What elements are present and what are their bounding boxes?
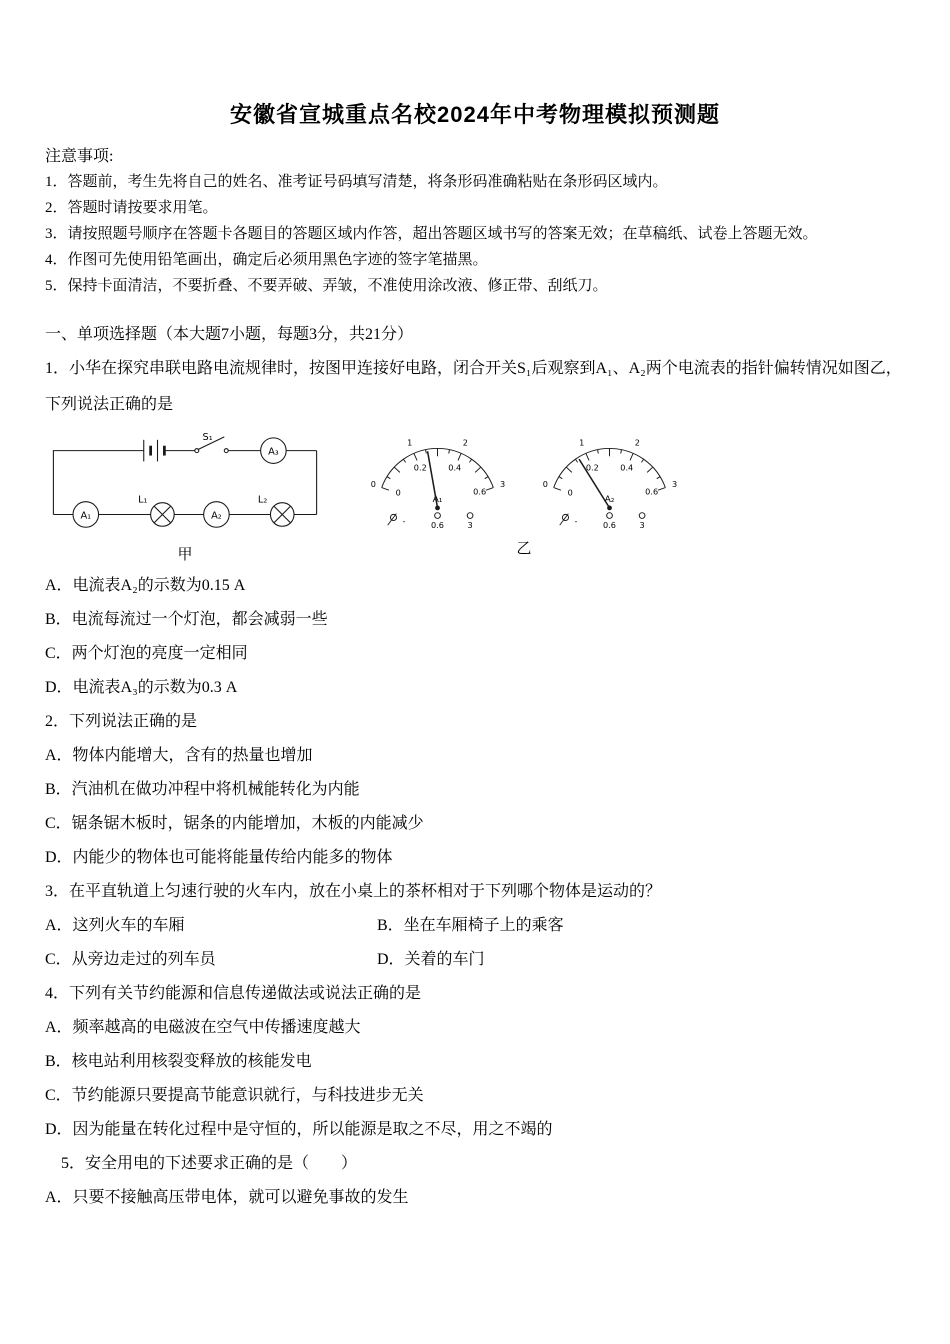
question-1-figure: [45, 431, 905, 564]
wires: [53, 451, 316, 515]
dial-scale-label: 0: [542, 478, 548, 489]
question-1-stem: 1．小华在探究串联电路电流规律时，按图甲连接好电路，闭合开关S₁后观察到A₁、A₂两个电流表的指针偏转情况如图乙，下列说法正确的是: [45, 360, 902, 413]
lamp-l2-label: L₂: [257, 494, 268, 506]
question-1-option-d: D．电流表A₃的示数为0.3 A: [45, 679, 238, 696]
question-2-stem: 2．下列说法正确的是: [45, 713, 198, 730]
question-3-option-c: C．从旁边走过的列车员: [45, 951, 216, 968]
question-3-options-row-2: [45, 938, 905, 972]
meter-name: A₂: [604, 495, 615, 506]
question-3-option-b: B．坐在车厢椅子上的乘客: [377, 917, 564, 934]
dial-scale-label: 0: [370, 478, 376, 489]
terminal-label: 0.6: [603, 520, 616, 531]
question-1-option-c: C．两个灯泡的亮度一定相同: [45, 645, 248, 662]
dial-scale-label: 3: [672, 478, 678, 489]
circuit-figure: [45, 431, 325, 564]
terminal-label: 3: [639, 520, 645, 531]
question-4-option-d: D．因为能量在转化过程中是守恒的，所以能源是取之不尽，用之不竭的: [45, 1121, 553, 1138]
question-3: [45, 880, 905, 972]
question-1: [45, 351, 905, 700]
figure-caption-jia: 甲: [177, 547, 193, 563]
meters-row: [359, 431, 689, 535]
dial-ticks: [554, 449, 666, 491]
dial-scale-label: 1: [579, 437, 585, 448]
question-3-options-row-1: [45, 904, 905, 938]
dial-scale-label: 0.4: [448, 462, 462, 473]
question-5-stem: 5．安全用电的下述要求正确的是（ ）: [61, 1155, 358, 1172]
notice-item-3: 3．请按照题号顺序在答题卡各题目的答题区域内作答，超出答题区域书写的答案无效；在草稿纸、试卷上答题无效。: [45, 226, 818, 242]
circuit-diagram: [45, 431, 325, 541]
figure-caption-yi: 乙: [516, 541, 532, 557]
question-4-option-b: B．核电站利用核裂变释放的核能发电: [45, 1053, 312, 1070]
ammeter-a1-icon: [73, 502, 99, 528]
dial-scale-label: 0.4: [620, 462, 634, 473]
switch-icon: [195, 432, 228, 453]
dial-scale-label: 3: [500, 478, 506, 489]
question-5-option-a: A．只要不接触高压带电体，就可以避免事故的发生: [45, 1189, 409, 1206]
notice-header: 注意事项:: [45, 148, 114, 165]
ammeter-a1-label: A₁: [80, 510, 92, 522]
dial-scale-label: 0.6: [645, 486, 659, 497]
dial-scale-label: 0.2: [585, 462, 599, 473]
question-3-stem: 3．在平直轨道上匀速行驶的火车内，放在小桌上的茶杯相对于下列哪个物体是运动的？: [45, 883, 662, 900]
terminal-label: 3: [467, 520, 473, 531]
section-header: 一、单项选择题（本大题7小题，每题3分，共21分）: [45, 326, 414, 343]
question-4: [45, 982, 905, 1142]
dial-scale-label: 0.6: [473, 486, 487, 497]
meter-terminals: [388, 513, 473, 530]
question-4-option-a: A．频率越高的电磁波在空气中传播速度越大: [45, 1019, 361, 1036]
dial-scale-label: 0: [395, 487, 401, 498]
question-1-option-a: A．电流表A₂的示数为0.15 A: [45, 577, 246, 594]
dial-scale-label: 2: [462, 437, 468, 448]
lamp-l1-icon: [138, 495, 174, 527]
notice-item-2: 2．答题时请按要求用笔。: [45, 200, 218, 216]
dial-scale-label: 2: [634, 437, 640, 448]
question-5: [45, 1152, 905, 1210]
battery-icon: [144, 440, 165, 462]
switch-label: S₁: [202, 431, 213, 443]
question-1-option-b: B．电流每流过一个灯泡，都会减弱一些: [45, 611, 328, 628]
terminal-label: -: [574, 516, 578, 527]
question-2-option-b: B．汽油机在做功冲程中将机械能转化为内能: [45, 781, 360, 798]
ammeter-a3-icon: [261, 438, 287, 464]
terminal-label: -: [402, 516, 406, 527]
question-3-option-a: A．这列火车的车厢: [45, 917, 185, 934]
ammeter-dial-a2: [531, 431, 689, 535]
lamp-l2-icon: [258, 495, 294, 527]
ammeter-a3-label: A₃: [268, 446, 279, 458]
question-4-option-c: C．节约能源只要提高节能意识就行，与科技进步无关: [45, 1087, 424, 1104]
dial-scale-label: 0: [567, 487, 573, 498]
dial-scale-label: 1: [407, 437, 413, 448]
notice-section: [45, 145, 905, 299]
notice-item-1: 1．答题前，考生先将自己的姓名、准考证号码填写清楚，将条形码准确粘贴在条形码区域内。: [45, 174, 668, 190]
ammeter-a2-label: A₂: [211, 510, 222, 522]
question-2-option-a: A．物体内能增大，含有的热量也增加: [45, 747, 313, 764]
question-4-stem: 4．下列有关节约能源和信息传递做法或说法正确的是: [45, 985, 422, 1002]
meter-name: A₁: [432, 495, 443, 506]
meters-figure: [359, 431, 689, 558]
question-2-option-d: D．内能少的物体也可能将能量传给内能多的物体: [45, 849, 393, 866]
question-2: [45, 710, 905, 870]
terminal-label: 0.6: [431, 520, 444, 531]
ammeter-dial-a1: [359, 431, 517, 535]
question-2-option-c: C．锯条锯木板时，锯条的内能增加，木板的内能减少: [45, 815, 424, 832]
lamp-l1-label: L₁: [138, 494, 148, 506]
meter-terminals: [560, 513, 645, 530]
notice-item-4: 4．作图可先使用铅笔画出，确定后必须用黑色字迹的签字笔描黑。: [45, 252, 488, 268]
question-3-option-d: D．关着的车门: [377, 951, 485, 968]
page-title: 安徽省宣城重点名校2024年中考物理模拟预测题: [230, 102, 720, 127]
ammeter-a2-icon: [204, 502, 230, 528]
dial-scale-label: 0.2: [413, 462, 427, 473]
notice-item-5: 5．保持卡面清洁，不要折叠、不要弄破、弄皱，不准使用涂改液、修正带、刮纸刀。: [45, 278, 608, 294]
dial-ticks: [382, 449, 494, 491]
